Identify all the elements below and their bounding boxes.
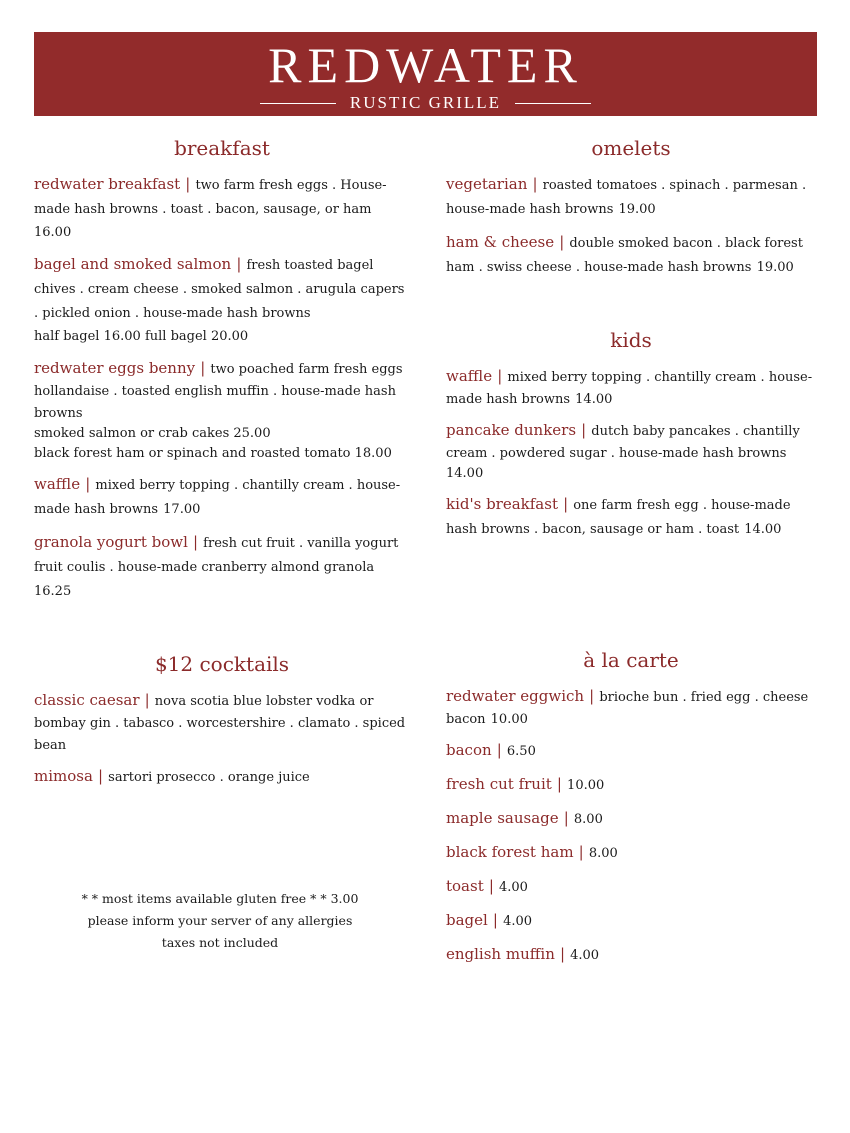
gluten-free-note: * * most items available gluten free * * 3.00: [81, 891, 359, 906]
item-separator: |: [563, 809, 569, 827]
item-description: mixed berry topping . chantilly cream . house-made hash browns: [34, 478, 401, 517]
item-price: 14.00: [575, 392, 613, 407]
item-price: 4.00: [498, 880, 528, 895]
item-name: black forest ham: [446, 843, 574, 861]
item-name: bacon: [446, 741, 492, 759]
item-name: toast: [446, 877, 484, 895]
item-price: 6.50: [506, 744, 536, 759]
item-separator: |: [85, 475, 91, 493]
item-price: 19.00: [618, 202, 656, 217]
menu-item: [34, 172, 410, 244]
item-name: redwater eggwich: [446, 687, 585, 705]
item-price: 10.00: [490, 712, 528, 727]
item-name: kid's breakfast: [446, 495, 558, 513]
menu-item: [34, 764, 410, 790]
item-description: fresh cut fruit . vanilla yogurt fruit coulis . house-made cranberry almond granola: [34, 536, 399, 575]
item-price: 4.00: [503, 914, 533, 929]
section-title-omelets: omelets: [591, 136, 671, 160]
item-price: 17.00: [163, 502, 201, 517]
item-description: roasted tomatoes . spinach . parmesan . house-made hash browns: [446, 178, 807, 217]
menu-item: [446, 874, 816, 900]
item-name: mimosa: [34, 767, 93, 785]
item-separator: |: [578, 843, 584, 861]
item-separator: |: [144, 691, 150, 709]
menu-item: [446, 840, 816, 866]
menu-item: [446, 772, 816, 798]
item-price: 4.00: [570, 948, 600, 963]
menu-item: [34, 252, 410, 348]
item-separator: |: [563, 495, 569, 513]
restaurant-subtitle: RUSTIC GRILLE: [349, 93, 502, 112]
item-name: redwater breakfast: [34, 175, 181, 193]
item-description: mixed berry topping . chantilly cream . house-made hash browns: [446, 370, 813, 407]
item-description: sartori prosecco . orange juice: [108, 770, 310, 785]
item-price: 8.00: [573, 812, 603, 827]
allergy-note: please inform your server of any allergies: [87, 913, 353, 928]
item-separator: |: [556, 775, 562, 793]
item-separator: |: [492, 911, 498, 929]
item-price: 19.00: [756, 260, 794, 275]
item-price: 16.25: [34, 584, 72, 599]
item-name: bagel: [446, 911, 488, 929]
item-description: nova scotia blue lobster vodka or bombay gin . tabasco . worcestershire . clamato . spiced bean: [34, 694, 406, 753]
omelets-section: [446, 135, 816, 288]
footer-notes: [34, 888, 406, 954]
menu-item: [446, 684, 816, 730]
item-description: one farm fresh egg . house-made hash browns . bacon, sausage or ham . toast: [446, 498, 791, 537]
cocktails-section: [34, 651, 410, 798]
menu-item: [34, 530, 410, 604]
item-separator: |: [532, 175, 538, 193]
divider-right: [515, 103, 591, 104]
item-name: maple sausage: [446, 809, 559, 827]
item-name: fresh cut fruit: [446, 775, 552, 793]
item-price: 8.00: [588, 846, 618, 861]
item-name: classic caesar: [34, 691, 140, 709]
alacarte-section: [446, 647, 816, 976]
tax-note: taxes not included: [161, 935, 279, 950]
item-separator: |: [581, 421, 587, 439]
item-name: granola yogurt bowl: [34, 533, 188, 551]
section-title-cocktails: $12 cocktails: [154, 652, 290, 676]
kids-section: [446, 327, 816, 550]
item-separator: |: [98, 767, 104, 785]
item-price: 14.00: [744, 522, 782, 537]
menu-item: [446, 230, 816, 280]
menu-item: [446, 364, 816, 410]
menu-item: [34, 472, 410, 522]
item-description: fresh toasted bagel chives . cream cheese . smoked salmon . arugula capers . pickled onion . house-made hash browns: [34, 258, 405, 321]
menu-item: [446, 172, 816, 222]
item-option: black forest ham or spinach and roasted tomato 18.00: [34, 446, 392, 461]
item-separator: |: [589, 687, 595, 705]
item-description: two farm fresh eggs . House-made hash browns . toast . bacon, sausage, or ham: [34, 178, 387, 217]
item-name: english muffin: [446, 945, 555, 963]
subtitle-row: [34, 93, 817, 113]
item-separator: |: [236, 255, 242, 273]
menu-item: [446, 492, 816, 542]
item-name: waffle: [446, 367, 493, 385]
item-separator: |: [488, 877, 494, 895]
item-name: ham & cheese: [446, 233, 555, 251]
menu-item: [34, 356, 410, 464]
divider-left: [260, 103, 336, 104]
item-name: waffle: [34, 475, 81, 493]
item-name: bagel and smoked salmon: [34, 255, 232, 273]
header-banner: [34, 32, 817, 116]
item-price: 14.00: [446, 466, 484, 481]
item-price: half bagel 16.00 full bagel 20.00: [34, 329, 249, 344]
breakfast-section: [34, 135, 410, 612]
menu-item: [446, 738, 816, 764]
item-description: two poached farm fresh eggs hollandaise . toasted english muffin . house-made hash browns: [34, 362, 403, 421]
item-separator: |: [497, 367, 503, 385]
item-separator: |: [559, 945, 566, 963]
section-title-kids: kids: [610, 328, 652, 352]
menu-item: [446, 806, 816, 832]
restaurant-name: REDWATER: [268, 37, 583, 93]
menu-item: [446, 942, 816, 968]
item-separator: |: [496, 741, 502, 759]
menu-item: [446, 908, 816, 934]
section-title-breakfast: breakfast: [174, 136, 270, 160]
menu-item: [446, 418, 816, 484]
item-separator: |: [185, 175, 191, 193]
item-separator: |: [193, 533, 199, 551]
item-separator: |: [200, 359, 206, 377]
item-name: vegetarian: [446, 175, 528, 193]
item-description: dutch baby pancakes . chantilly cream . powdered sugar . house-made hash browns: [446, 424, 800, 461]
section-title-alacarte: à la carte: [583, 648, 679, 672]
item-option: smoked salmon or crab cakes 25.00: [34, 426, 271, 441]
menu-item: [34, 688, 410, 756]
item-description: brioche bun . fried egg . cheese bacon: [446, 690, 809, 727]
item-price: 10.00: [567, 778, 605, 793]
item-description: double smoked bacon . black forest ham . swiss cheese . house-made hash browns: [446, 236, 803, 275]
item-name: redwater eggs benny: [34, 359, 196, 377]
item-price: 16.00: [34, 225, 72, 240]
item-separator: |: [559, 233, 565, 251]
item-name: pancake dunkers: [446, 421, 577, 439]
